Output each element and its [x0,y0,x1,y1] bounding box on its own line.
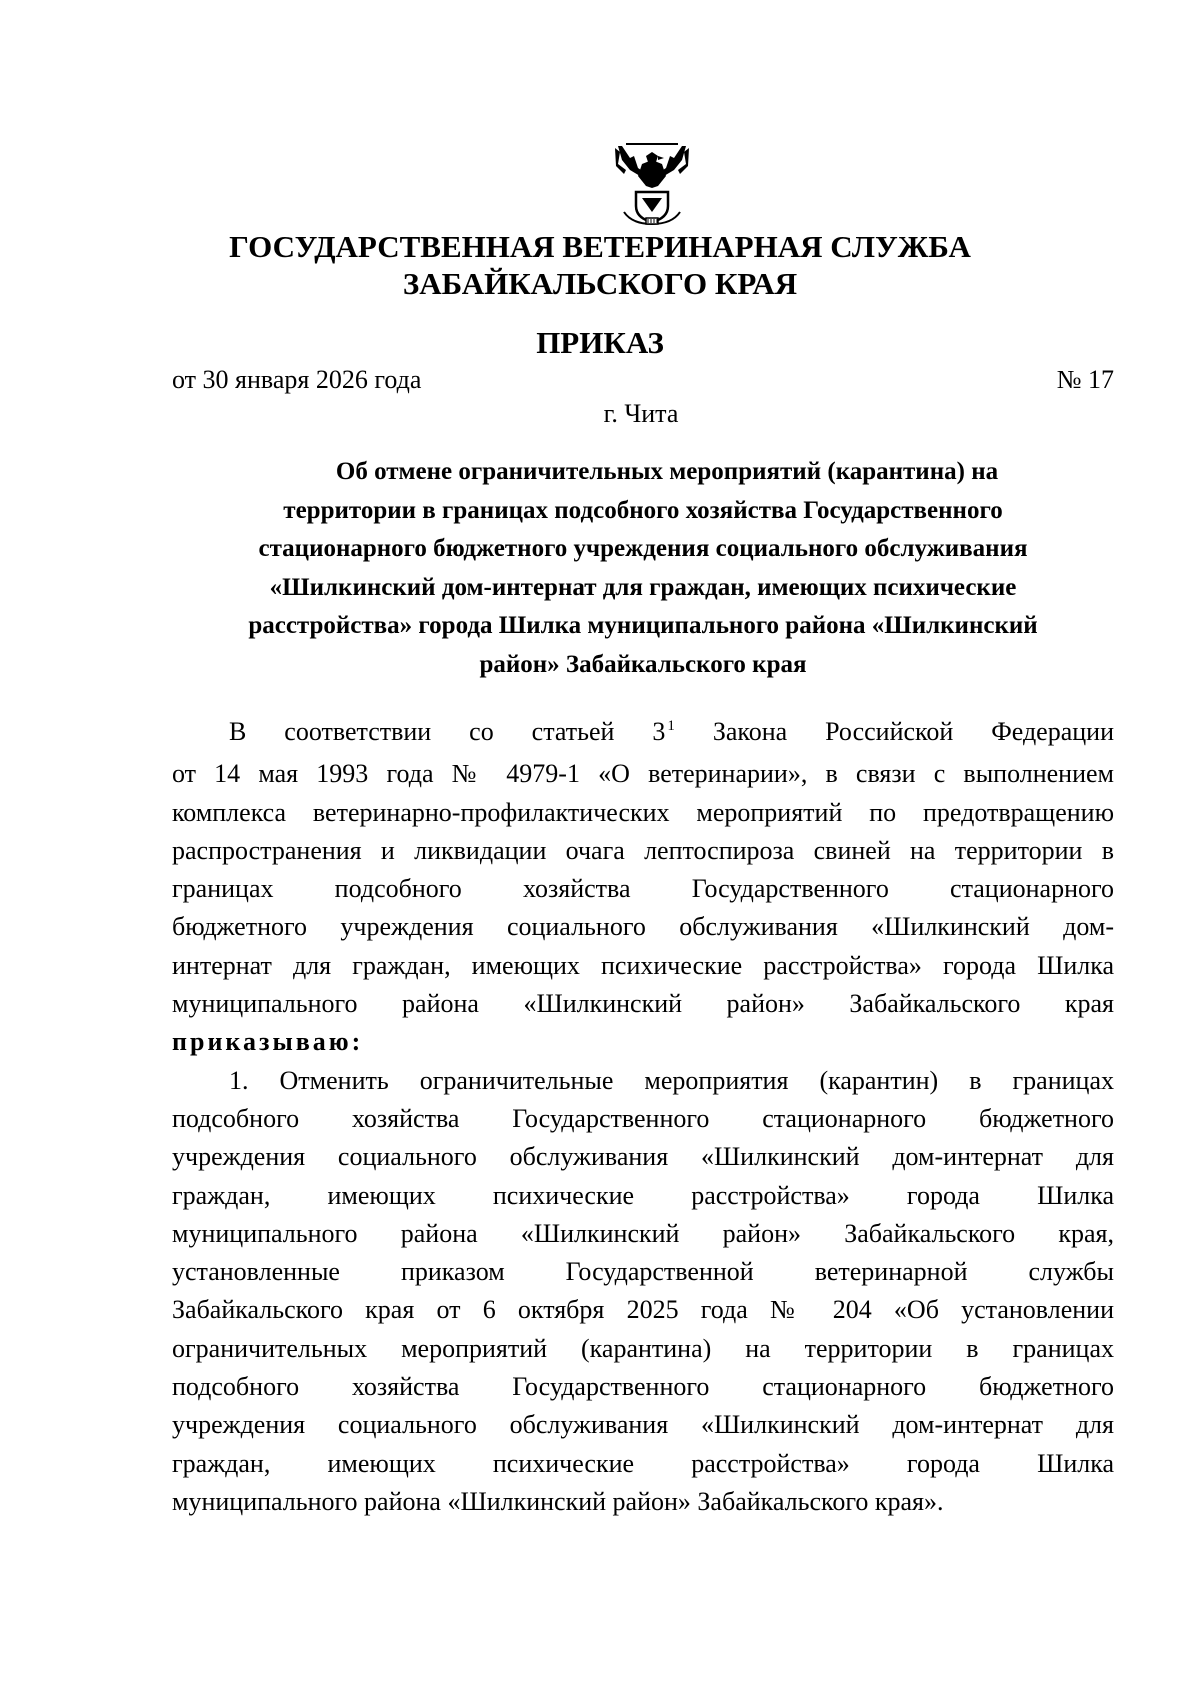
item1-line: 1. Отменить ограничительные мероприятия (карантин) в границах [229,1065,1114,1095]
item1-line: муниципального района «Шилкинский район» Забайкальского края». [172,1486,944,1516]
agency-name-line1: ГОСУДАРСТВЕННАЯ ВЕТЕРИНАРНАЯ СЛУЖБА [229,229,971,264]
title-line: Об отмене ограничительных мероприятий (карантина) на [335,458,999,485]
item1-line: муниципального района «Шилкинский район» Забайкальского края, [172,1218,1114,1248]
agency-name-line2: ЗАБАЙКАЛЬСКОГО КРАЯ [402,266,798,301]
item1-line: граждан, имеющих психические расстройства» города Шилка [172,1180,1114,1210]
order-word-line [172,1023,1114,1061]
title-line: «Шилкинский дом-интернат для граждан, имеющих психические [269,573,1017,601]
article-superscript: 1 [667,718,675,734]
preamble-text: Закона Российской Федерации [674,717,1114,746]
item1-line: подсобного хозяйства Государственного стационарного бюджетного [172,1103,1114,1133]
title-line: район» Забайкальского края [479,650,807,678]
preamble-line: интернат для граждан, имеющих психические расстройства» города Шилка [172,950,1114,980]
preamble-line: распространения и ликвидации очага лептоспироза свиней на территории в [172,835,1114,865]
document-title [172,453,1114,684]
preamble-line: комплекса ветеринарно-профилактических мероприятий по предотвращению [172,797,1114,827]
title-line: стационарного бюджетного учреждения социального обслуживания [258,535,1028,562]
preamble-text: В соответствии со статьей 3 [229,717,666,746]
preamble-line: муниципального района «Шилкинский район» Забайкальского края [172,989,1114,1019]
preamble-line: от 14 мая 1993 года № 4979-1 «О ветеринарии», в связи с выполнением [172,759,1114,789]
item1-line: Забайкальского края от 6 октября 2025 года № 204 «Об установлении [172,1295,1114,1325]
city: г. Чита [603,399,679,428]
item1-line: подсобного хозяйства Государственного стационарного бюджетного [172,1372,1114,1402]
title-line: территории в границах подсобного хозяйства Государственного [283,496,1003,524]
title-line: расстройства» города Шилка муниципального района «Шилкинский [248,612,1038,639]
item1-line: учреждения социального обслуживания «Шилкинский дом-интернат для [172,1142,1114,1172]
order-word: приказываю: [172,1027,364,1057]
document-type: ПРИКАЗ [536,325,664,360]
order-number: № 17 [1056,365,1114,394]
document-body [172,713,1114,1521]
coat-of-arms-emblem [612,142,692,226]
preamble-line: бюджетного учреждения социального обслуживания «Шилкинский дом- [172,912,1114,942]
item1-line: граждан, имеющих психические расстройства» города Шилка [172,1448,1114,1478]
preamble-line: границах подсобного хозяйства Государственного стационарного [172,874,1114,904]
order-date: от 30 января 2026 года [172,365,422,394]
agency-name [170,228,1030,302]
item1-line: ограничительных мероприятий (карантина) на территории в границах [172,1333,1114,1363]
item1-line: учреждения социального обслуживания «Шилкинский дом-интернат для [172,1410,1114,1440]
item1-line: установленные приказом Государственной ветеринарной службы [172,1257,1114,1287]
preamble-first-line [172,713,1114,755]
